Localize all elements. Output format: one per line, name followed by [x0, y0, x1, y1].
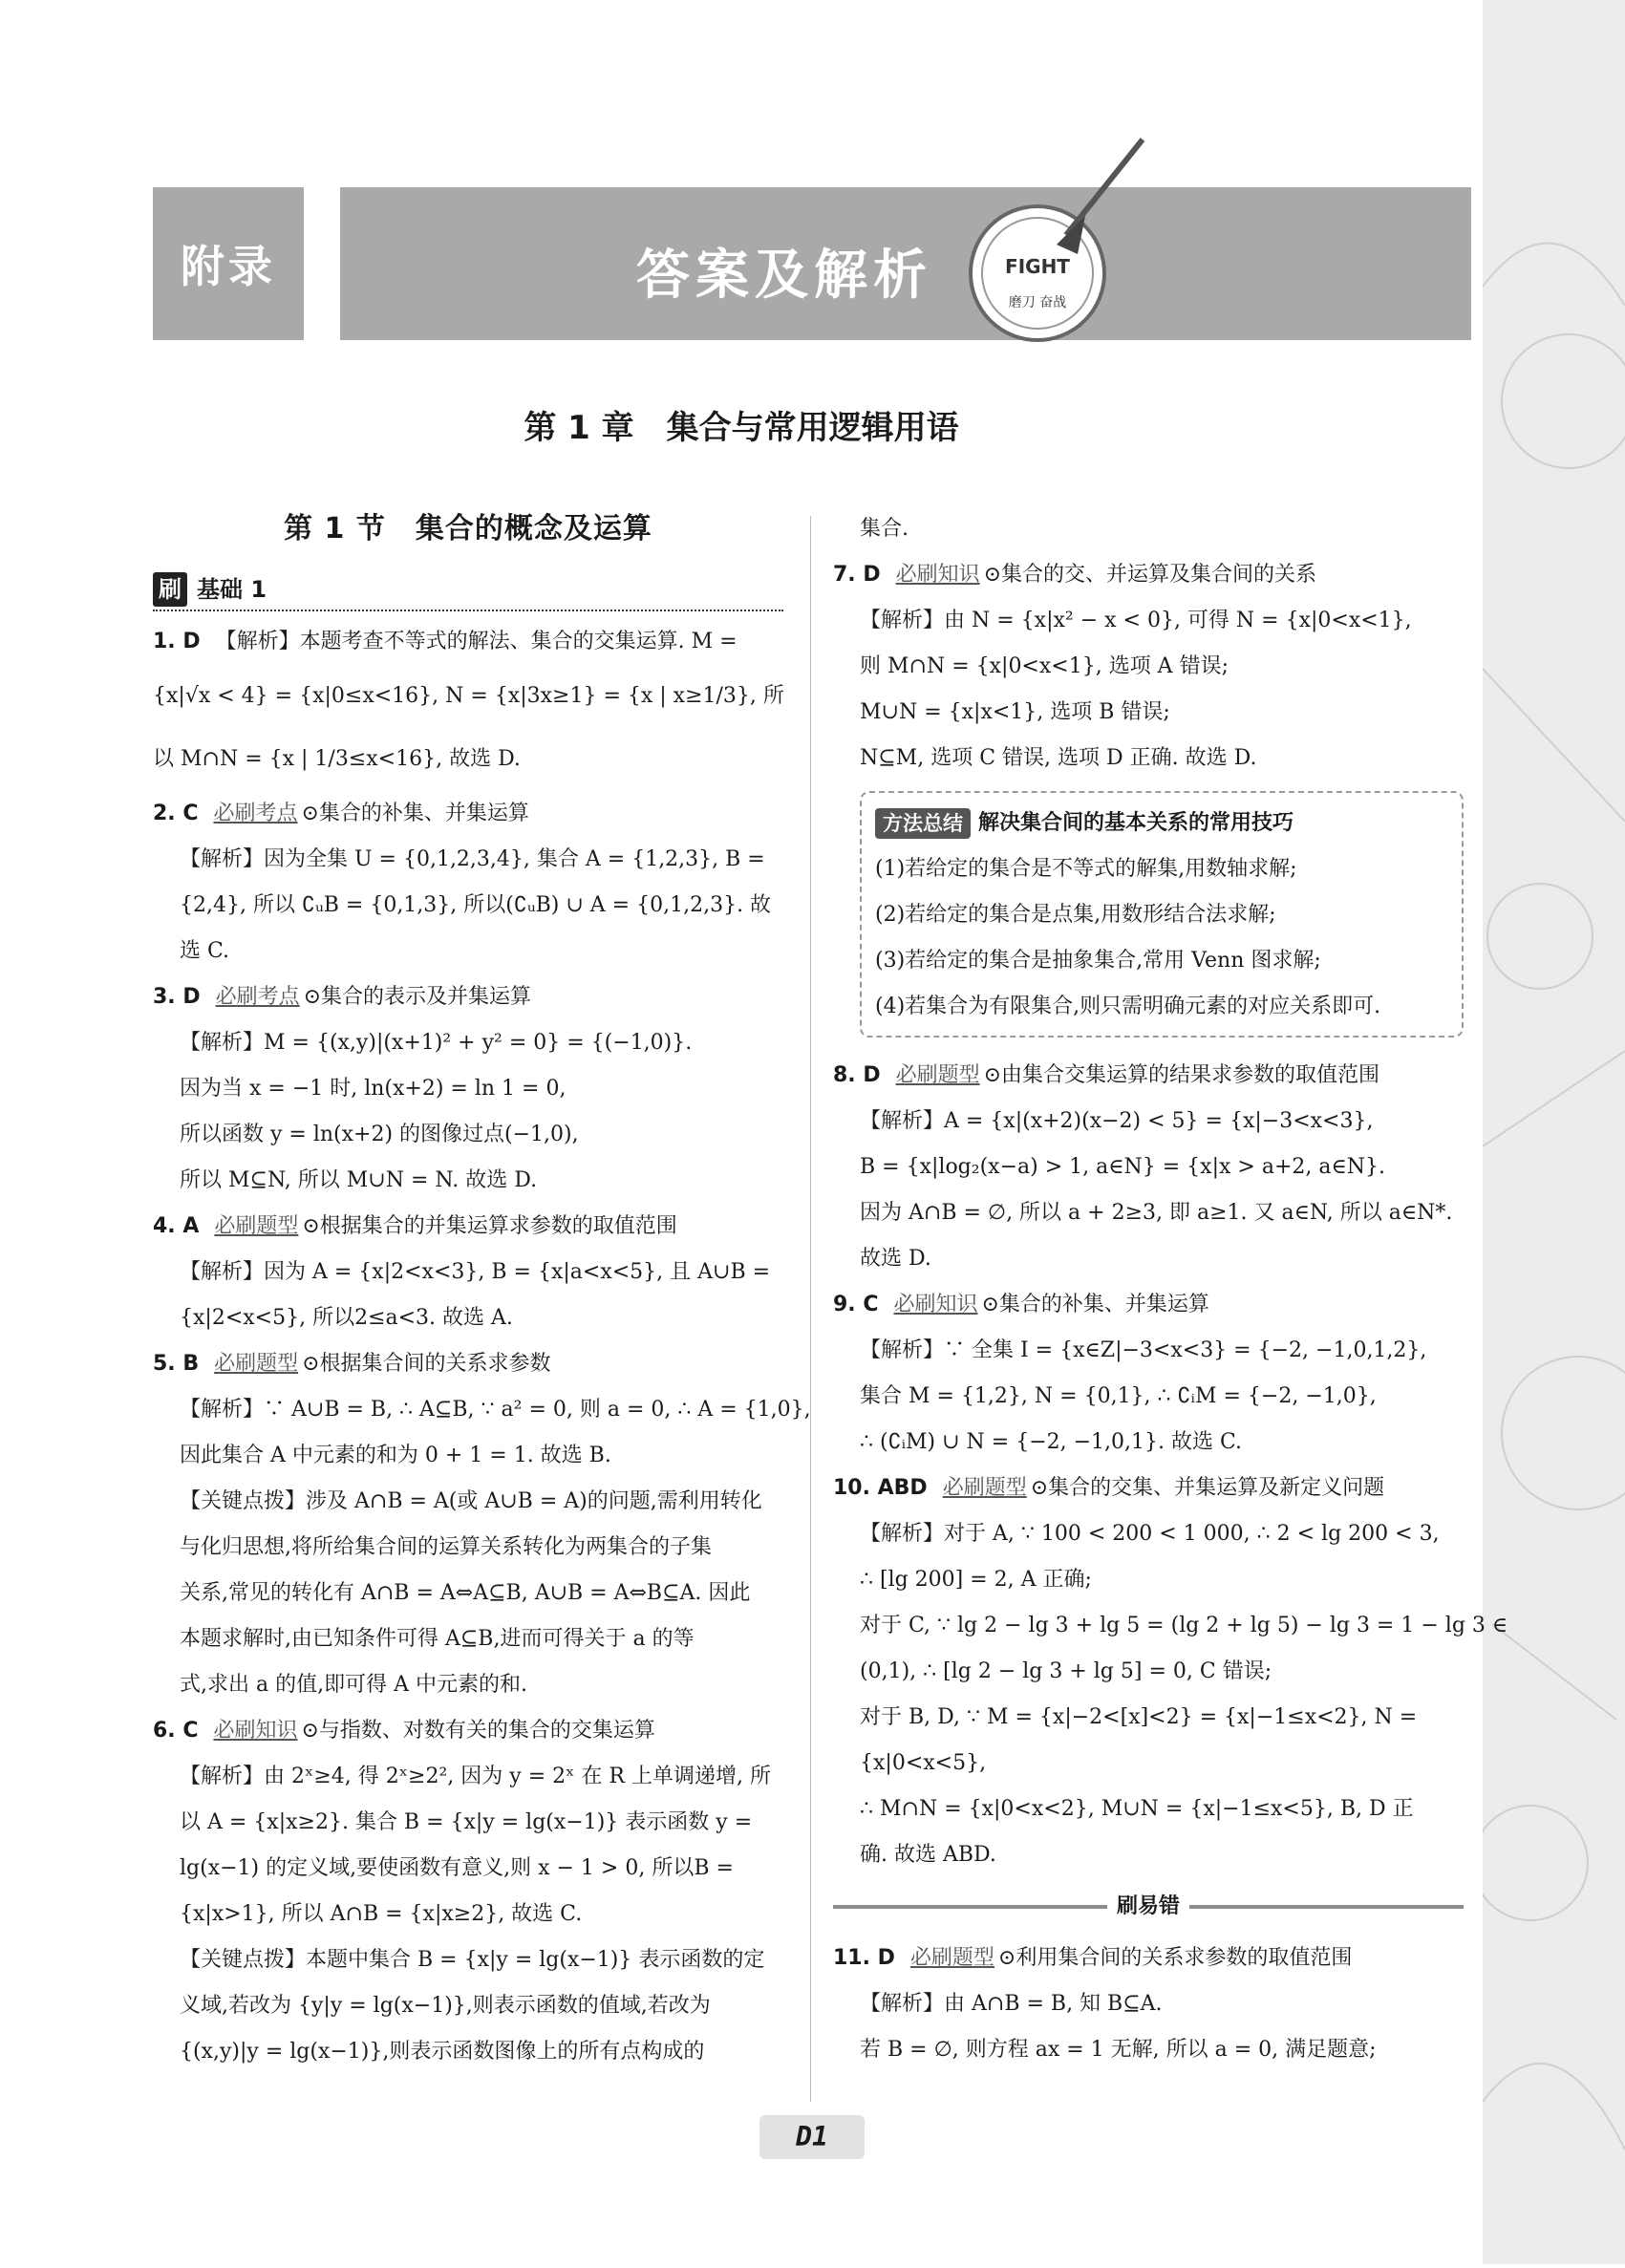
answer-line	[153, 1387, 811, 1433]
brush-icon: 刷	[153, 572, 187, 607]
method-summary-box	[860, 791, 1464, 1038]
method-summary-head	[875, 801, 1448, 846]
question-heading	[153, 1204, 783, 1250]
emblem-text: FIGHT	[1005, 255, 1070, 278]
answer-line	[153, 883, 783, 929]
category-tag: 必刷知识	[893, 1293, 978, 1316]
error-section-divider	[833, 1884, 1464, 1930]
answer-line	[833, 1832, 1464, 1878]
question-heading	[153, 1341, 783, 1387]
line-text: {x|0<x<5},	[860, 1751, 987, 1775]
question-number: 3. D	[153, 985, 201, 1009]
answer-line	[833, 1374, 1464, 1420]
question-number: 1. D	[153, 630, 201, 653]
line-text: 所以 M⊆N, 所以 M∪N = N. 故选 D.	[180, 1168, 538, 1192]
line-text: ⊙集合的补集、并集运算	[981, 1293, 1209, 1316]
question-heading	[153, 791, 783, 837]
answer-line	[153, 1892, 783, 1937]
line-text: ⊙根据集合间的关系求参数	[302, 1352, 551, 1376]
line-text: 关系,常见的转化有 A∩B = A⇔A⊆B, A∪B = A⇔B⊆A. 因此	[180, 1581, 751, 1605]
answer-line	[833, 1981, 1464, 2027]
answer-line	[833, 598, 1464, 644]
line-text: 以 M∩N = {x | 1/3≤x<16}, 故选 D.	[153, 747, 521, 771]
column-divider	[810, 516, 811, 2102]
question-heading	[833, 552, 1464, 598]
section-title: 第 1 节 集合的概念及运算	[284, 512, 652, 546]
chapter-title: 第 1 章 集合与常用逻辑用语	[524, 409, 959, 447]
answer-line	[153, 665, 783, 728]
answer-line	[833, 1236, 1464, 1282]
answer-line	[833, 644, 1464, 690]
page-title: 答案及解析	[636, 244, 932, 307]
method-summary-title: 解决集合间的基本关系的常用技巧	[978, 811, 1294, 835]
basic-label-text: 基础 1	[197, 576, 267, 603]
answer-line	[153, 1479, 783, 1525]
line-text: 故选 D.	[860, 1247, 931, 1271]
math-pattern-decoration	[1483, 0, 1625, 2264]
question-heading	[833, 1466, 1464, 1511]
answer-line	[153, 1158, 783, 1204]
category-tag: 必刷考点	[215, 985, 300, 1009]
answer-line	[833, 1099, 1464, 1145]
line-text: 【解析】由 A∩B = B, 知 B⊆A.	[860, 1992, 1163, 2016]
left-column	[153, 506, 811, 2075]
answer-line	[833, 1741, 1464, 1787]
line-text: 集合.	[860, 517, 909, 541]
question-heading	[153, 619, 783, 665]
answer-line	[833, 1695, 1464, 1741]
answer-line	[153, 1250, 783, 1295]
answer-line	[153, 1662, 783, 1708]
right-column	[833, 506, 1508, 2073]
basic-label	[153, 569, 783, 611]
line-text: N⊆M, 选项 C 错误, 选项 D 正确. 故选 D.	[860, 746, 1257, 770]
line-text: 本题求解时,由已知条件可得 A⊆B,进而可得关于 a 的等	[180, 1627, 695, 1651]
answer-line	[833, 1145, 1464, 1190]
category-tag: 必刷题型	[214, 1352, 299, 1376]
line-text: 义域,若改为 {y|y = lg(x−1)},则表示函数的值域,若改为	[180, 1994, 711, 2018]
category-tag: 必刷题型	[895, 1063, 980, 1087]
answer-line	[153, 1066, 783, 1112]
line-text: 对于 B, D, ∵ M = {x|−2<[x]<2} = {x|−1≤x<2}, N =	[860, 1705, 1418, 1729]
line-text: 与化归思想,将所给集合间的运算关系转化为两集合的子集	[180, 1535, 712, 1559]
answer-line	[833, 1190, 1464, 1236]
line-text: B = {x|log₂(x−a) > 1, a∈N} = {x|x > a+2, a∈N}.	[860, 1155, 1385, 1179]
line-text: 【关键点拨】涉及 A∩B = A(或 A∪B = A)的问题,需利用转化	[180, 1489, 762, 1513]
line-text: {x|√x < 4} = {x|0≤x<16}, N = {x|3x≥1} = {x | x≥1/3}, 所	[153, 684, 784, 708]
line-text: 因为当 x = −1 时, ln(x+2) = ln 1 = 0,	[180, 1077, 567, 1101]
line-text: 选 C.	[180, 939, 230, 963]
line-text: 集合 M = {1,2}, N = {0,1}, ∴ ∁ᵢM = {−2, −1,0},	[860, 1384, 1377, 1408]
line-text: 以 A = {x|x≥2}. 集合 B = {x|y = lg(x−1)} 表示函数 y =	[180, 1810, 753, 1834]
method-item: (4)若集合为有限集合,则只需明确元素的对应关系即可.	[875, 995, 1381, 1018]
answer-line	[153, 1571, 783, 1616]
line-text: 若 B = ∅, 则方程 ax = 1 无解, 所以 a = 0, 满足题意;	[860, 2038, 1377, 2062]
line-text: ⊙集合的交集、并集运算及新定义问题	[1030, 1476, 1385, 1500]
question-heading	[153, 1708, 783, 1754]
question-number: 10. ABD	[833, 1476, 928, 1500]
answer-line	[833, 1420, 1464, 1466]
line-text: 因为 A∩B = ∅, 所以 a + 2≥3, 即 a≥1. 又 a∈N, 所以 a∈N*.	[860, 1201, 1453, 1225]
line-text: ⊙集合的补集、并集运算	[301, 802, 529, 825]
line-text: 【解析】因为全集 U = {0,1,2,3,4}, 集合 A = {1,2,3}, B =	[180, 847, 765, 871]
line-text: 【解析】由 2ˣ≥4, 得 2ˣ≥2², 因为 y = 2ˣ 在 R 上单调递增, 所	[180, 1765, 771, 1788]
answer-line	[833, 1511, 1464, 1557]
answer-line	[153, 1846, 783, 1892]
line-text: {2,4}, 所以 ∁ᵤB = {0,1,3}, 所以(∁ᵤB) ∪ A = {0,1,2,3}. 故	[180, 893, 772, 917]
question-heading	[833, 1053, 1464, 1099]
answer-line	[153, 1525, 783, 1571]
answer-line	[153, 1433, 783, 1479]
line-text: ⊙根据集合的并集运算求参数的取值范围	[302, 1214, 677, 1238]
answer-line	[833, 1557, 1464, 1603]
answer-line	[833, 1649, 1464, 1695]
answer-line	[153, 1754, 783, 1800]
emblem-subtext: 磨刀 奋战	[1008, 295, 1067, 310]
line-text: 确. 故选 ABD.	[860, 1843, 996, 1867]
line-text: 【解析】A = {x|(x+2)(x−2) < 5} = {x|−3<x<3},	[860, 1109, 1374, 1133]
line-text: 对于 C, ∵ lg 2 − lg 3 + lg 5 = (lg 2 + lg 5) − lg 3 = 1 − lg 3 ∈	[860, 1614, 1508, 1637]
question-heading	[833, 1282, 1464, 1328]
question-number: 11. D	[833, 1946, 895, 1970]
category-tag: 必刷题型	[942, 1476, 1027, 1500]
answer-line	[153, 929, 783, 974]
answer-line	[153, 728, 783, 791]
answer-line	[153, 1112, 783, 1158]
answer-line	[833, 1328, 1464, 1374]
answer-line	[833, 1603, 1508, 1649]
answer-line	[833, 506, 1464, 552]
method-item: (1)若给定的集合是不等式的解集,用数轴求解;	[875, 857, 1297, 881]
line-text: M∪N = {x|x<1}, 选项 B 错误;	[860, 700, 1170, 724]
answer-line	[153, 1983, 783, 2029]
question-number: 9. C	[833, 1293, 879, 1316]
answer-line	[833, 690, 1464, 736]
line-text: 所以函数 y = ln(x+2) 的图像过点(−1,0),	[180, 1123, 579, 1146]
line-text: (0,1), ∴ [lg 2 − lg 3 + lg 5] = 0, C 错误;	[860, 1659, 1272, 1683]
answer-line	[833, 1787, 1464, 1832]
answer-line	[153, 837, 783, 883]
right-answers-middle	[833, 1053, 1508, 1878]
line-text: ⊙集合的表示及并集运算	[303, 985, 532, 1009]
decorative-side-strip	[1483, 0, 1625, 2264]
line-text: 【解析】本题考查不等式的解法、集合的交集运算. M =	[215, 630, 738, 653]
line-text: ⊙集合的交、并运算及集合间的关系	[983, 563, 1317, 587]
divider-rule	[1189, 1905, 1464, 1909]
category-tag: 必刷考点	[213, 802, 298, 825]
line-text: 【解析】对于 A, ∵ 100 < 200 < 1 000, ∴ 2 < lg 200 < 3,	[860, 1522, 1440, 1546]
line-text: {x|2<x<5}, 所以2≤a<3. 故选 A.	[180, 1306, 513, 1330]
question-number: 4. A	[153, 1214, 200, 1238]
answer-line	[833, 736, 1464, 781]
line-text: 【解析】因为 A = {x|2<x<3}, B = {x|a<x<5}, 且 A∪B =	[180, 1260, 771, 1284]
category-tag: 必刷题型	[214, 1214, 299, 1238]
line-text: {x|x>1}, 所以 A∩B = {x|x≥2}, 故选 C.	[180, 1902, 583, 1926]
divider-rule	[833, 1905, 1107, 1909]
line-text: ∴ [lg 200] = 2, A 正确;	[860, 1568, 1092, 1592]
category-tag: 必刷知识	[213, 1719, 298, 1743]
pen-emblem-icon	[961, 130, 1152, 359]
header-banner	[340, 187, 1471, 340]
line-text: 【解析】由 N = {x|x² − x < 0}, 可得 N = {x|0<x<1},	[860, 609, 1412, 632]
line-text: {(x,y)|y = lg(x−1)},则表示函数图像上的所有点构成的	[180, 2040, 705, 2064]
answer-line	[153, 1800, 783, 1846]
question-number: 6. C	[153, 1719, 199, 1743]
appendix-label: 附录	[153, 187, 304, 340]
line-text: ⊙利用集合间的关系求参数的取值范围	[997, 1946, 1353, 1970]
method-item: (3)若给定的集合是抽象集合,常用 Venn 图求解;	[875, 949, 1321, 973]
line-text: ⊙由集合交集运算的结果求参数的取值范围	[983, 1063, 1380, 1087]
method-item: (2)若给定的集合是点集,用数形结合法求解;	[875, 903, 1276, 927]
line-text: ∴ (∁ᵢM) ∪ N = {−2, −1,0,1}. 故选 C.	[860, 1430, 1243, 1454]
line-text: 【关键点拨】本题中集合 B = {x|y = lg(x−1)} 表示函数的定	[180, 1948, 765, 1972]
line-text: 【解析】M = {(x,y)|(x+1)² + y² = 0} = {(−1,0)}.	[180, 1031, 693, 1055]
question-number: 2. C	[153, 802, 199, 825]
answer-line	[833, 2027, 1464, 2073]
line-text: ∴ M∩N = {x|0<x<2}, M∪N = {x|−1≤x<5}, B, D 正	[860, 1797, 1414, 1821]
question-number: 5. B	[153, 1352, 200, 1376]
category-tag: 必刷知识	[895, 563, 980, 587]
right-answers-bottom	[833, 1936, 1464, 2073]
answer-line	[153, 2029, 783, 2075]
line-text: 因此集合 A 中元素的和为 0 + 1 = 1. 故选 B.	[180, 1444, 611, 1467]
line-text: 式,求出 a 的值,即可得 A 中元素的和.	[180, 1673, 527, 1697]
line-text: 【解析】∵ A∪B = B, ∴ A⊆B, ∵ a² = 0, 则 a = 0, ∴ A = {1,0},	[180, 1398, 811, 1422]
left-answers	[153, 619, 811, 2075]
question-heading	[833, 1936, 1464, 1981]
line-text: 【解析】∵ 全集 I = {x∈Z|−3<x<3} = {−2, −1,0,1,2},	[860, 1338, 1427, 1362]
answer-line	[153, 1020, 783, 1066]
answer-line	[153, 1937, 783, 1983]
line-text: 则 M∩N = {x|0<x<1}, 选项 A 错误;	[860, 654, 1229, 678]
line-text: lg(x−1) 的定义域,要使函数有意义,则 x − 1 > 0, 所以B =	[180, 1856, 734, 1880]
question-heading	[153, 974, 783, 1020]
method-summary-badge: 方法总结	[875, 808, 971, 839]
answer-line	[153, 1295, 783, 1341]
category-tag: 必刷题型	[909, 1946, 994, 1970]
error-section-title: 刷易错	[1117, 1894, 1181, 1918]
right-answers-top	[833, 506, 1464, 781]
question-number: 7. D	[833, 563, 881, 587]
answer-line	[153, 1616, 783, 1662]
page-number: D1	[759, 2115, 865, 2159]
line-text: ⊙与指数、对数有关的集合的交集运算	[301, 1719, 655, 1743]
question-number: 8. D	[833, 1063, 881, 1087]
